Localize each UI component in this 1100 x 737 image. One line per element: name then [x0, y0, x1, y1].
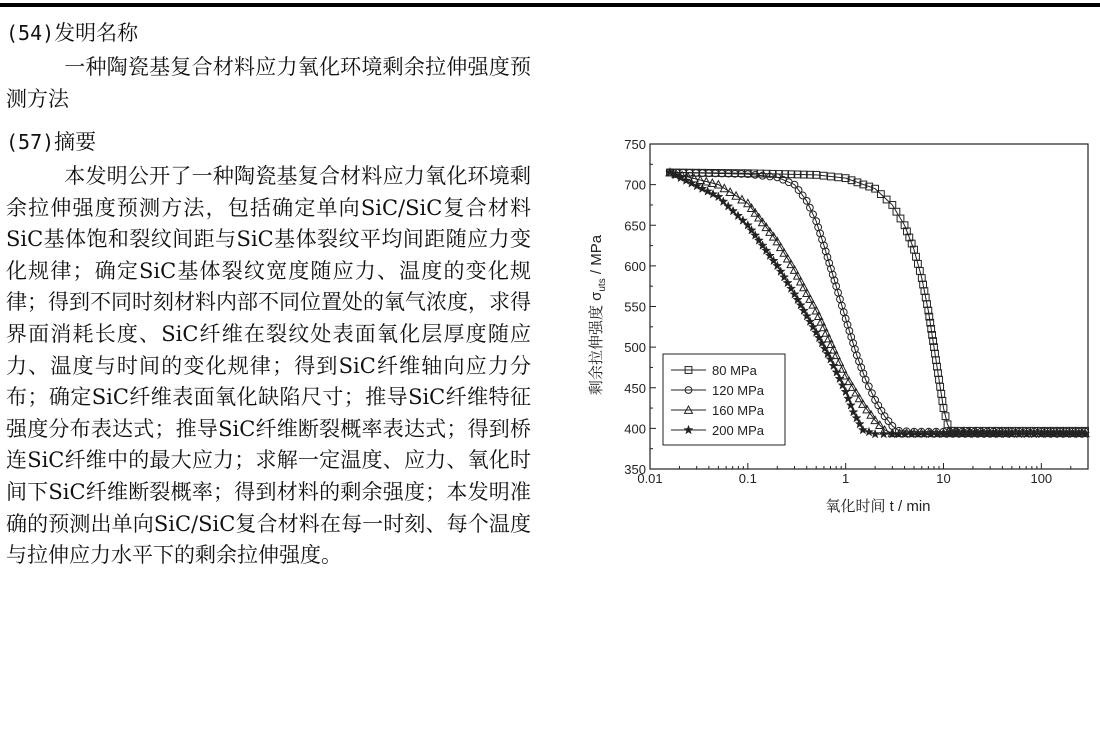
y-tick-label: 550 [624, 299, 646, 315]
top-rule [0, 3, 1100, 7]
y-tick-label: 450 [624, 380, 646, 396]
legend-label: 80 MPa [712, 363, 757, 378]
x-tick-label: 10 [936, 471, 951, 486]
x-tick-label: 1 [842, 471, 850, 486]
x-axis-label: 氧化时间 t / min [825, 498, 931, 515]
y-tick-label: 500 [624, 340, 646, 356]
abstract-heading [6, 123, 531, 161]
legend-label: 160 MPa [712, 403, 765, 418]
y-tick-label: 700 [624, 177, 646, 193]
y-tick-label: 350 [624, 462, 646, 477]
x-axis-ticks [637, 463, 1070, 486]
abstract-body [6, 161, 531, 572]
text-column [6, 14, 531, 572]
y-axis-label-main: 剩余拉伸强度 σ [588, 291, 605, 396]
x-tick-label: 100 [1030, 471, 1053, 486]
x-tick-label: 0.1 [738, 471, 757, 486]
y-tick-label: 600 [624, 258, 646, 274]
abstract-section-number: (57) [6, 130, 55, 154]
data-point [844, 394, 853, 402]
residual-strength-chart [578, 130, 1093, 525]
legend-label: 120 MPa [712, 383, 765, 398]
data-point [841, 387, 850, 395]
abstract-section-label: 摘要 [54, 130, 97, 154]
data-point [859, 425, 868, 433]
invention-title [6, 52, 531, 115]
x-tick-label: 0.01 [637, 471, 663, 486]
y-axis-label-unit: / MPa [588, 234, 605, 279]
invention-title-text: 一种陶瓷基复合材料应力氧化环境剩余拉伸强度预测方法 [6, 55, 531, 111]
abstract-text: 本发明公开了一种陶瓷基复合材料应力氧化环境剩余拉伸强度预测方法，包括确定单向SiC/SiC复合材料SiC基体饱和裂纹间距与SiC基体裂纹平均间距随应力变化规律；确定SiC基体裂纹宽度随应力、温度的变化规律；得到不同时刻材料内部不同位置处的氧气浓度，求得界面消耗长度、SiC纤维在裂纹处表面氧化层厚度随应力、温度与时间的变化规律；得到SiC纤维轴向应力分布；确定SiC纤维表面氧化缺陷尺寸；推导SiC纤维特征强度分布表达式；推导SiC纤维断裂概率表达式；得到桥连SiC纤维中的最大应力；求解一定温度、应力、氧化时间下SiC纤维断裂概率；得到材料的剩余强度；本发明准确的预测出单向SiC/SiC复合材料在每一时刻、每个温度与拉伸应力水平下的剩余拉伸强度。 [6, 164, 531, 568]
y-tick-label: 750 [624, 137, 646, 152]
y-tick-label: 650 [624, 218, 646, 234]
title-section-label: 发明名称 [54, 21, 139, 45]
legend-label: 200 MPa [712, 423, 765, 438]
y-axis-label [587, 234, 608, 395]
y-axis-label-sub: uts [597, 278, 608, 292]
title-section-number: (54) [6, 21, 55, 45]
y-tick-label: 400 [624, 421, 646, 437]
title-heading [6, 14, 531, 52]
y-axis-ticks [624, 137, 656, 477]
legend [663, 354, 785, 445]
data-point [847, 401, 856, 409]
